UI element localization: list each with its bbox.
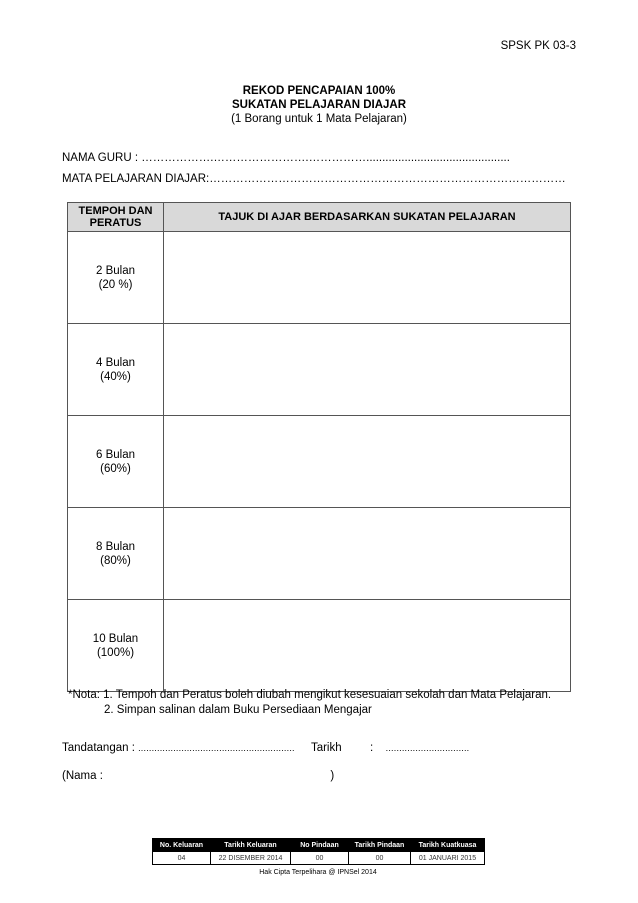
period-label: 2 Bulan [95,264,135,277]
footer-header-tarikh-pindaan: Tarikh Pindaan [349,839,411,852]
header-tempoh-line2: PERATUS [89,217,142,229]
footer-header-row [153,839,485,852]
nama-label: (Nama : [62,770,103,782]
nama-guru-field: NAMA GURU : ……………….…………………….……………............................................. [62,152,510,164]
footer-value-tarikh-pindaan: 00 [349,852,411,865]
period-cell [68,508,164,600]
table-row [68,508,571,600]
table-row [68,600,571,692]
header-tajuk: TAJUK DI AJAR BERDASARKAN SUKATAN PELAJARAN [164,203,571,232]
tarikh-line[interactable]: ............................... [385,743,470,753]
topic-cell[interactable] [164,232,571,324]
percent-label: (100%) [96,646,135,659]
period-label: 10 Bulan [92,632,139,645]
table-row [68,232,571,324]
period-label: 8 Bulan [95,540,135,553]
percent-label: (80%) [100,554,131,567]
period-cell [68,416,164,508]
document-title [0,84,638,126]
topic-cell[interactable] [164,508,571,600]
topic-cell[interactable] [164,324,571,416]
document-control-table [152,838,485,865]
title-line-2: SUKATAN PELAJARAN DIAJAR [232,99,406,111]
header-tempoh-line1: TEMPOH DAN [78,205,153,217]
footer-header-no-keluaran: No. Keluaran [153,839,211,852]
tarikh-label: Tarikh [310,742,342,754]
percent-label: (60%) [100,462,131,475]
footer-value-tarikh-kuatkuasa: 01 JANUARI 2015 [411,852,485,865]
document-code: SPSK PK 03-3 [500,40,576,52]
note-line-1: *Nota: 1. Tempoh dan Peratus boleh diubah mengikut kesesuaian sekolah dan Mata Pelajaran. [68,689,552,701]
period-cell [68,232,164,324]
footer-header-no-pindaan: No Pindaan [291,839,349,852]
table-row [68,324,571,416]
title-line-1: REKOD PENCAPAIAN 100% [242,85,396,97]
achievement-table [67,202,571,692]
note-line-2: 2. Simpan salinan dalam Buku Persediaan Mengajar [104,704,372,716]
footer-value-no-keluaran: 04 [153,852,211,865]
percent-label: (40%) [100,370,131,383]
signature-row [62,742,469,754]
period-cell [68,324,164,416]
title-line-3: (1 Borang untuk 1 Mata Pelajaran) [231,113,407,125]
notes-section [68,688,551,718]
header-tempoh-peratus [68,203,164,232]
table-row [68,416,571,508]
nama-close: ) [330,770,335,782]
tandatangan-line[interactable]: .......................................................... [138,743,295,753]
footer-value-row [153,852,485,865]
period-label: 4 Bulan [95,356,135,369]
tandatangan-label: Tandatangan : [62,742,135,754]
footer-value-tarikh-keluaran: 22 DISEMBER 2014 [211,852,291,865]
name-row [62,770,334,782]
footer-header-tarikh-keluaran: Tarikh Keluaran [211,839,291,852]
percent-label: (20 %) [98,278,133,291]
topic-cell[interactable] [164,600,571,692]
copyright-text: Hak Cipta Terpelihara @ IPNSel 2014 [259,869,377,876]
tarikh-colon: : [370,742,374,754]
table-header-row [68,203,571,232]
period-label: 6 Bulan [95,448,135,461]
footer-header-tarikh-kuatkuasa: Tarikh Kuatkuasa [411,839,485,852]
mata-pelajaran-field: MATA PELAJARAN DIAJAR:………………………………………………………………………………… [62,173,566,185]
footer-value-no-pindaan: 00 [291,852,349,865]
period-cell [68,600,164,692]
topic-cell[interactable] [164,416,571,508]
